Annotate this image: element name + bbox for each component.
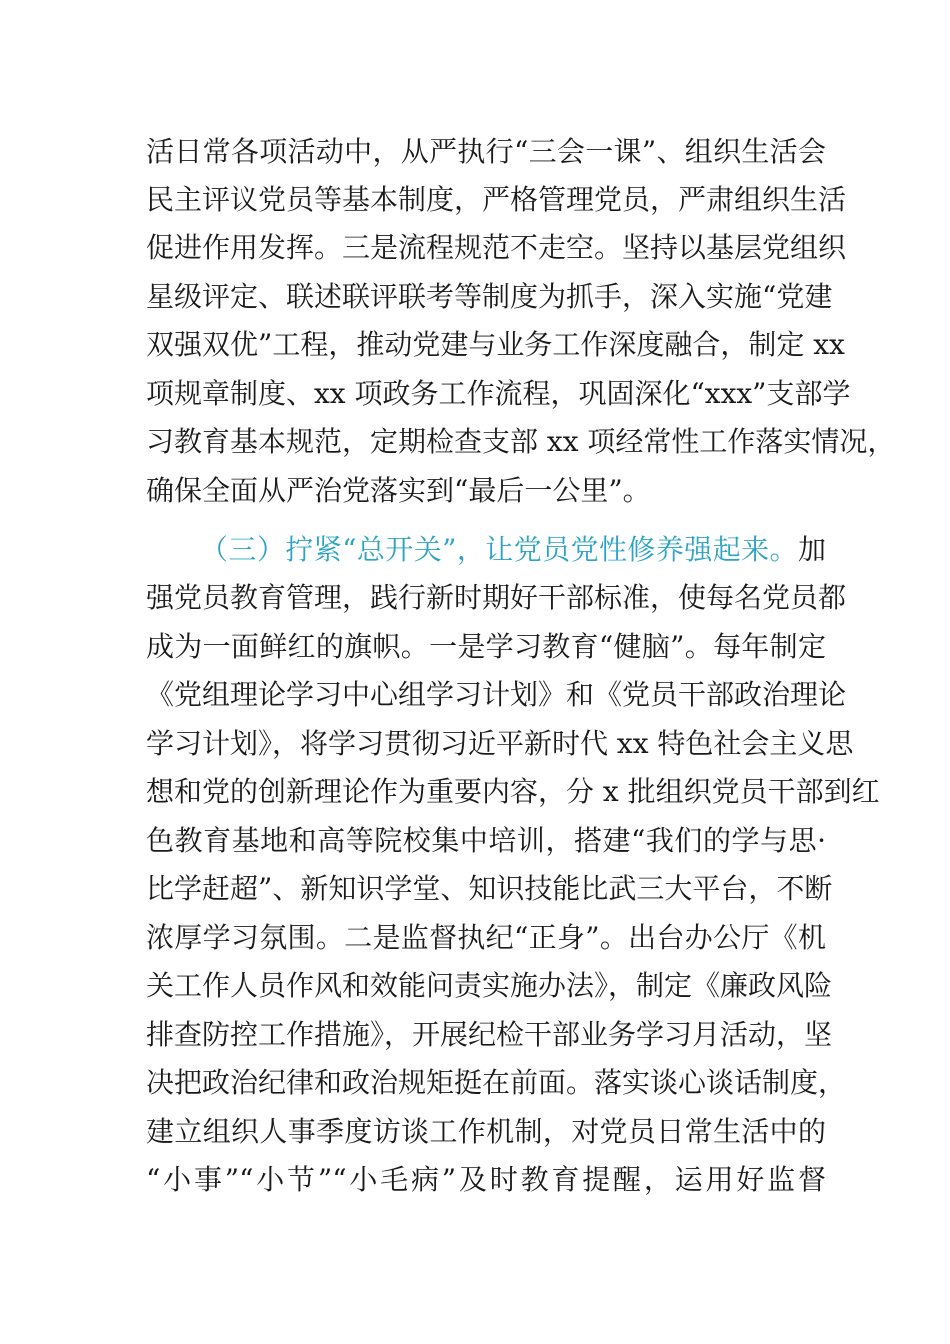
text-line: 成为一面鲜红的旗帜。一是学习教育“健脑”。每年制定 xyxy=(146,630,826,663)
heading-continuation: 加 xyxy=(797,533,826,566)
text-line: 浓厚学习氛围。二是监督执纪“正身”。出台办公厅《机 xyxy=(146,921,826,954)
text-line: 比学赶超”、新知识学堂、知识技能比武三大平台，不断 xyxy=(146,872,833,905)
text-line: “小事”“小节”“小毛病”及时教育提醒，运用好监督 xyxy=(146,1163,826,1196)
text-line: 建立组织人事季度访谈工作机制，对党员日常生活中的 xyxy=(146,1115,826,1148)
text-line: 色教育基地和高等院校集中培训，搭建“我们的学与思· xyxy=(146,824,826,857)
text-line: 《党组理论学习中心组学习计划》和《党员干部政治理论 xyxy=(146,678,847,711)
section-heading: （三）拧紧“总开关”，让党员党性修养强起来。 xyxy=(200,533,798,566)
text-line: 学习计划》，将学习贯彻习近平新时代 xx 特色社会主义思 xyxy=(146,727,854,760)
text-line: 民主评议党员等基本制度，严格管理党员，严肃组织生活 xyxy=(146,183,847,216)
text-line: 促进作用发挥。三是流程规范不走空。坚持以基层党组织 xyxy=(146,231,847,264)
text-line: 项规章制度、xx 项政务工作流程，巩固深化“xxx”支部学 xyxy=(146,377,851,410)
text-line: 习教育基本规范，定期检查支部 xx 项经常性工作落实情况， xyxy=(146,425,896,458)
text-line: 决把政治纪律和政治规矩挺在前面。落实谈心谈话制度， xyxy=(146,1066,847,1099)
text-line: 确保全面从严治党落实到“最后一公里”。 xyxy=(146,474,651,507)
text-line: 双强双优”工程，推动党建与业务工作深度融合，制定 xx xyxy=(146,328,845,361)
text-line: 关工作人员作风和效能问责实施办法》，制定《廉政风险 xyxy=(146,969,833,1002)
text-line: 星级评定、联述联评联考等制度为抓手，深入实施“党建 xyxy=(146,280,833,313)
section-heading-line xyxy=(200,534,826,566)
text-line: 活日常各项活动中，从严执行“三会一课”、组织生活会 xyxy=(146,135,826,168)
text-line: 排查防控工作措施》，开展纪检干部业务学习月活动，坚 xyxy=(146,1018,833,1051)
text-line: 强党员教育管理，践行新时期好干部标准，使每名党员都 xyxy=(146,581,847,614)
text-line: 想和党的创新理论作为重要内容，分 x 批组织党员干部到红 xyxy=(146,775,880,808)
